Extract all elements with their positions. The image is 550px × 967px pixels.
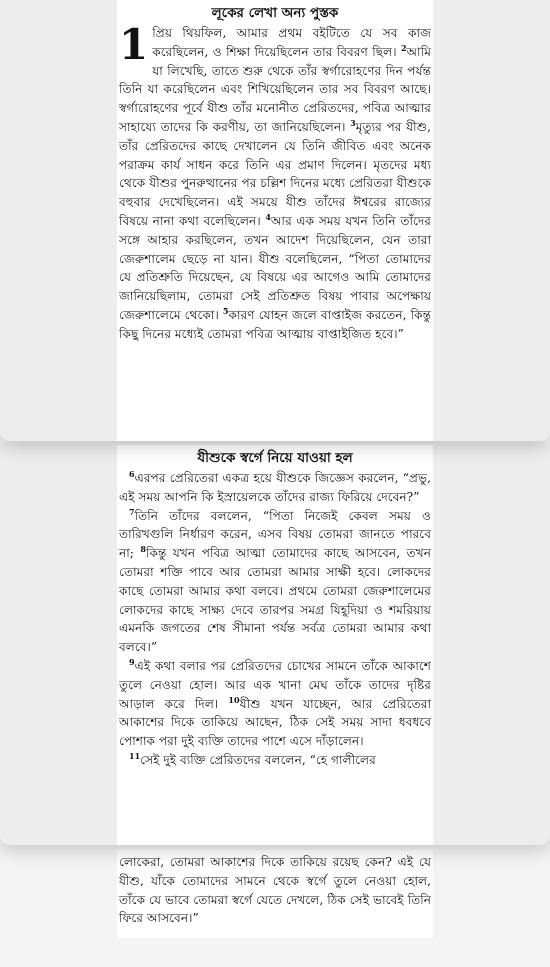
verse-number-5: 5	[222, 305, 229, 316]
verse-4-text: আর এক সময় যখন তিনি তাঁদের সঙ্গে আহার করছিলেন, তখন আদেশ দিয়েছিলেন, যেন তারা জেরুশালেম ছেড়ে না যান। যীশু বলেছিলেন, “পিতা তোমাদের যে প্রতিশ্রুতি দিয়েছেন, যে বিষয়ে এর আগেও আমি তোমাদের জানিয়েছিলাম, তোমরা সেই প্রতিশ্রুত বিষয় পাবার অপেক্ষায় জেরুশালেমে থেকো।	[119, 213, 431, 322]
section-heading-luke-book: লূকের লেখা অন্য পুস্তক	[211, 5, 339, 21]
chapter-number: 1	[119, 20, 149, 69]
verse-number-9: 9	[129, 656, 135, 667]
paragraph-verses-7-8	[119, 507, 431, 657]
verse-number-3: 3	[350, 117, 356, 128]
verse-11-text-start: সেই দুই ব্যক্তি প্রেরিতদের বললেন, “হে গালীলের	[140, 752, 376, 767]
verse-8-text: কিন্তু যখন পবিত্র আত্মা তোমাদের কাছে আসবেন, তখন তোমরা শক্তি পাবে আর তোমরা আমার সাক্ষী হবে। লোকদের কাছে তোমরা আমার কথা বলবে। প্রথমে তোমরা জেরুশালেমের লোকদের কাছে সাক্ষ্য দেবে তারপর সমগ্র যিহূদিয়া ও শমরিয়ায় এমনকি জগতের শেষ সীমানা পর্যন্ত সর্বত্র তোমরা আমার কথা বলবে।”	[119, 546, 431, 655]
verse-11-text-end: লোকেরা, তোমরা আকাশের দিকে তাকিয়ে রয়েছ কেন? এই যে যীশু, যাঁকে তোমাদের সামনে থেকে স্বর্গে তুলে নেওয়া হোল, তাঁকে যে ভাবে তোমরা স্বর্গে যেতে দেখলে, ঠিক সেই ভাবেই তিনি ফিরে আসবেন।”	[119, 855, 431, 926]
verse-7-text: তিনি তাঁদের বললেন, “পিতা নিজেই কেবল সময় ও তারিখগুলি নির্ধারণ করেন, এসব বিষয় তোমরা জানতে পারবে না;	[119, 508, 431, 561]
section-heading-ascension: যীশুকে স্বর্গে নিয়ে যাওয়া হল	[197, 450, 353, 466]
verse-number-7: 7	[129, 506, 135, 517]
verse-5-text: কারণ যোহন জলে বাপ্তাইজ করতেন, কিন্তু কিছু দিনের মধ্যেই তোমরা পবিত্র আত্মায় বাপ্তাইজিত হবে।”	[119, 307, 431, 341]
page-card-2	[0, 445, 550, 845]
paragraph-verse-11-start	[119, 751, 431, 770]
verse-2-text: আমি যা লিখেছি, তাতে শুরু থেকে তাঁর স্বর্গারোহণের দিন পর্যন্ত তিনি যা করেছিলেন এবং শিখিয়েছিলেন তার সব বিবরণ আছে। স্বর্গারোহণের পূর্বে যীশু তাঁর মনোনীত প্রেরিতদের, পবিত্র আত্মার সাহায্যে তাদের কি করণীয়, তা জানিয়েছিলেন।	[119, 44, 432, 134]
verse-number-11: 11	[129, 750, 141, 761]
verse-number-8: 8	[140, 544, 146, 555]
paragraph-verses-9-10	[119, 657, 431, 751]
paragraph-verse-11-end	[119, 853, 431, 928]
verse-number-4: 4	[265, 211, 271, 222]
verse-number-10: 10	[228, 694, 240, 705]
paragraph-verses-1-5	[119, 20, 432, 344]
page-card-1	[0, 0, 550, 441]
page-content-2	[117, 445, 433, 845]
page-content-1	[117, 0, 433, 441]
page-card-3	[0, 850, 550, 967]
verse-9-text: এই কথা বলার পর প্রেরিতদের চোখের সামনে তাঁকে আকাশে তুলে নেওয়া হোল। আর এক খানা মেঘ তাঁকে তাদের দৃষ্টির আড়াল করে দিল।	[119, 658, 431, 711]
page-content-3	[117, 850, 433, 938]
verse-1-text: প্রিয় থিয়ফিল, আমার প্রথম বইটিতে যে সব কাজ করেছিলেন, ও শিক্ষা দিয়েছিলেন তার বিবরণ ছিল।	[152, 26, 431, 59]
verse-10-text: যীশু যখন যাচ্ছেন, আর প্রেরিতেরা আকাশের দিকে তাকিয়ে আছেন, ঠিক সেই সময় সাদা ধবধবে পোশাক পরা দুই ব্যক্তি তাদের পাশে এসে দাঁড়ালেন।	[119, 696, 431, 749]
verse-number-6: 6	[129, 468, 135, 479]
verse-3-text: মৃত্যুর পর যীশু, তাঁর প্রেরিতদের কাছে দেখালেন যে তিনি জীবিত এবং অনেক পরাক্রম কার্য সাধন করে তিনি এর প্রমাণ দিলেন। মৃতদের মধ্য থেকে যীশুর পুনরুত্থানের পর চল্লিশ দিনের মধ্যে প্রেরিতরা যীশুকে বহুবার দেখেছিলেন। এই সময়ে যীশু তাঁদের ঈশ্বরের রাজ্যের বিষয়ে নানা কথা বলেছিলেন।	[119, 119, 432, 228]
verse-6-text: এরপর প্রেরিতেরা একত্র হয়ে যীশুকে জিজ্ঞেস করলেন, “প্রভু, এই সময় আপনি কি ইস্রায়েলকে তাঁদের রাজ্য ফিরিয়ে দেবেন?”	[119, 471, 431, 504]
paragraph-verse-6	[119, 469, 431, 507]
verse-number-2: 2	[400, 42, 407, 53]
